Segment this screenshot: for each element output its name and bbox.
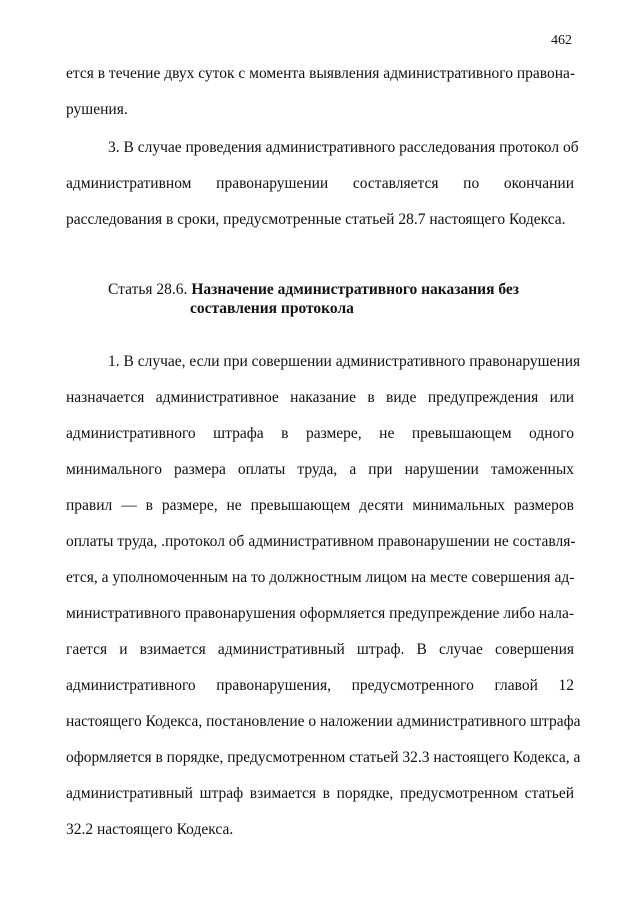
text-line: ется в течение двух суток с момента выявления административного правона-	[66, 65, 576, 82]
text-line: настоящего Кодекса, постановление о наложении административного штрафа	[66, 713, 581, 730]
text-line: ется, а уполномоченным на то должностным лицом на месте совершения ад-	[66, 569, 575, 586]
text-line: рушения.	[66, 101, 128, 118]
article-title-continued: составления протокола	[190, 300, 354, 317]
text-line: оформляется в порядке, предусмотренном статьей 32.3 настоящего Кодекса, а	[66, 749, 581, 766]
text-line: назначается административное наказание в виде предупреждения или	[66, 389, 574, 406]
text-line: оплаты труда, .протокол об административном правонарушении не составля-	[66, 533, 576, 550]
text-line: административном правонарушении составляется по окончании	[66, 175, 574, 192]
text-line: административного правонарушения, предусмотренного главой 12	[66, 677, 574, 694]
text-line: расследования в сроки, предусмотренные статьей 28.7 настоящего Кодекса.	[66, 211, 566, 228]
text-line: административного штрафа в размере, не превышающем одного	[66, 425, 574, 442]
text-line: министративного правонарушения оформляется предупреждение либо нала-	[66, 605, 574, 622]
text-line: минимального размера оплаты труда, а при нарушении таможенных	[66, 461, 574, 478]
article-prefix: Статья 28.6.	[108, 281, 188, 298]
text-line: правил — в размере, не превышающем десяти минимальных размеров	[66, 497, 574, 514]
page-number: 462	[551, 33, 572, 48]
text-line: гается и взимается административный штраф. В случае совершения	[66, 641, 574, 658]
text-line: 3. В случае проведения административного расследования протокол об	[108, 139, 579, 156]
article-title: Назначение административного наказания без	[191, 281, 519, 298]
text-line: административный штраф взимается в порядке, предусмотренном статьей	[66, 785, 574, 802]
text-line: 32.2 настоящего Кодекса.	[66, 821, 234, 838]
text-line: 1. В случае, если при совершении административного правонарушения	[108, 353, 581, 370]
